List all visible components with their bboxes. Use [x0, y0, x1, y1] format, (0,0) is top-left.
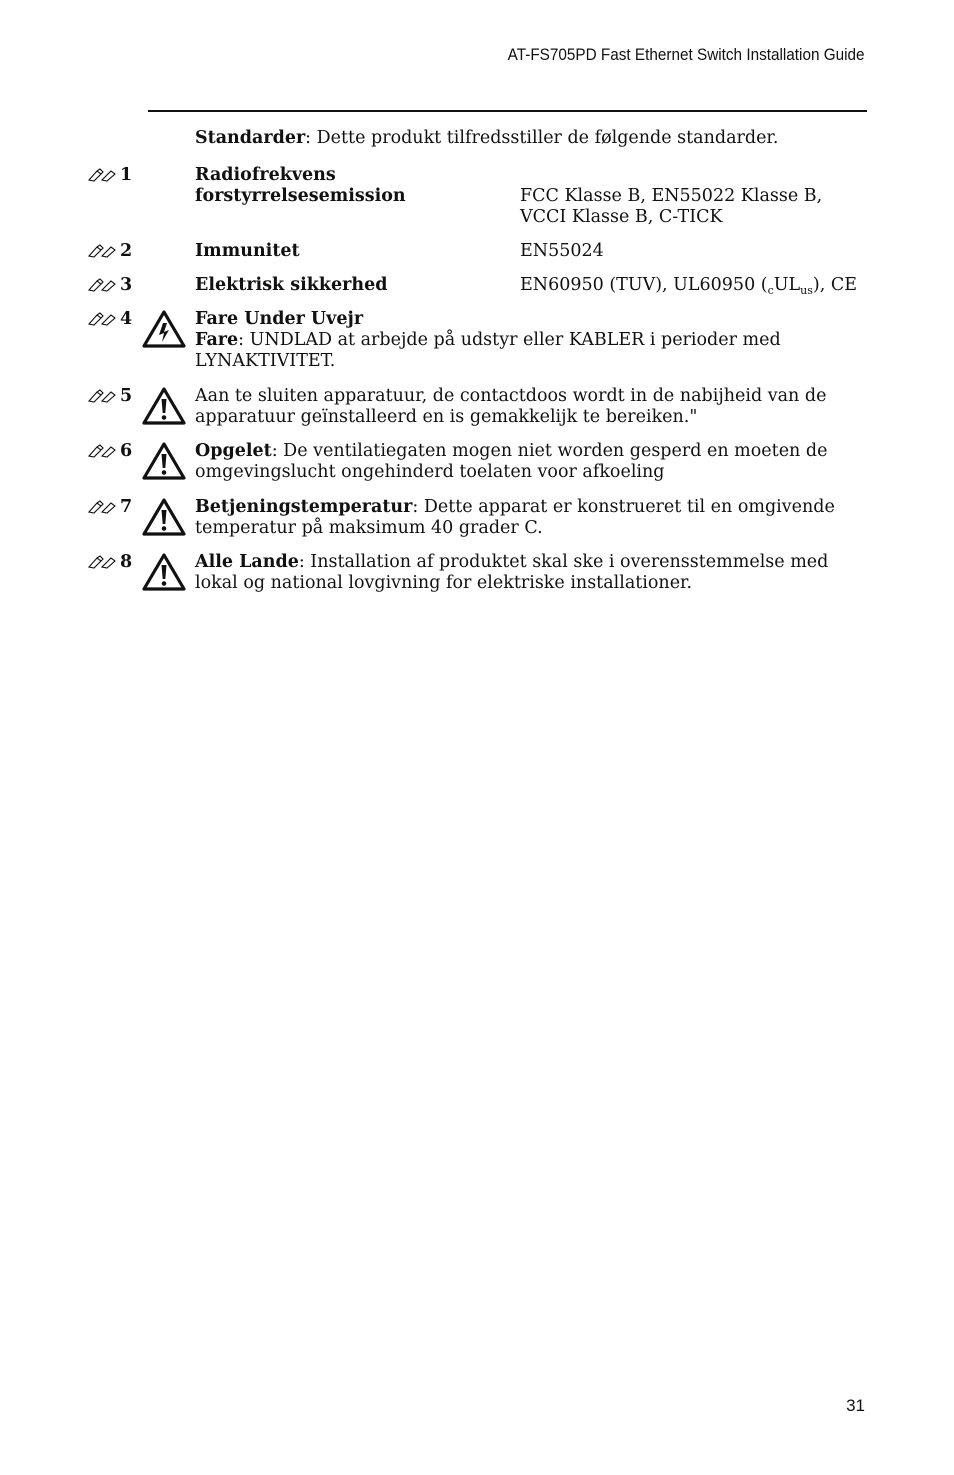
pen-pointer-icon: [87, 312, 117, 326]
item-marker-7: [87, 497, 132, 517]
item-4-text-line1: [195, 330, 781, 351]
pen-pointer-icon: [87, 444, 117, 458]
item-3-sub-c: c: [767, 284, 774, 297]
item-5-text-line1: Aan te sluiten apparatuur, de contactdoos wordt in de nabijheid van de: [195, 386, 827, 406]
item-6-text-line1: [195, 441, 827, 462]
item-7-text: : Dette apparat er konstrueret til en omgivende: [412, 497, 835, 517]
item-marker-3: [87, 275, 132, 295]
item-4-text-line2: LYNAKTIVITET.: [195, 351, 336, 371]
header-rule: [148, 110, 867, 112]
pen-pointer-icon: [87, 500, 117, 514]
item-1-value-line1: FCC Klasse B, EN55022 Klasse B,: [520, 186, 823, 206]
item-4-heading: Fare Under Uvejr: [195, 309, 364, 329]
item-number: 8: [120, 552, 133, 572]
item-3-value: [520, 275, 857, 296]
item-number: 5: [120, 386, 133, 406]
item-6-label: Opgelet: [195, 441, 272, 461]
item-4-text: : UNDLAD at arbejde på udstyr eller KABLER i perioder med: [238, 330, 781, 350]
item-marker-5: [87, 386, 132, 406]
item-number: 6: [120, 441, 133, 461]
item-marker-6: [87, 441, 132, 461]
warning-icon: [142, 387, 186, 425]
item-number: 3: [120, 275, 133, 295]
item-2-label: Immunitet: [195, 241, 300, 261]
page-header-title: AT-FS705PD Fast Ethernet Switch Installation Guide: [508, 45, 865, 64]
item-number: 1: [120, 165, 133, 185]
pen-pointer-icon: [87, 168, 117, 182]
item-7-text-line2: temperatur på maksimum 40 grader C.: [195, 518, 543, 538]
item-number: 7: [120, 497, 133, 517]
warning-icon: [142, 442, 186, 480]
item-marker-4: [87, 309, 132, 329]
item-8-label: Alle Lande: [195, 552, 299, 572]
item-5-text-line2: apparatuur geïnstalleerd en is gemakkelijk te bereiken.": [195, 407, 698, 427]
item-marker-1: [87, 165, 132, 185]
item-marker-8: [87, 552, 132, 572]
item-6-text-line2: omgevingslucht ongehinderd toelaten voor afkoeling: [195, 462, 665, 482]
item-7-text-line1: [195, 497, 835, 518]
item-3-label: Elektrisk sikkerhed: [195, 275, 388, 295]
item-number: 4: [120, 309, 133, 329]
item-3-sub-us: us: [800, 284, 813, 297]
pen-pointer-icon: [87, 555, 117, 569]
pen-pointer-icon: [87, 389, 117, 403]
warning-icon: [142, 553, 186, 591]
electrical-hazard-icon: [142, 310, 186, 348]
item-3-value-ul: UL: [773, 275, 801, 295]
standards-intro: [195, 128, 778, 149]
item-8-text-line2: lokal og national lovgivning for elektriske installationer.: [195, 573, 693, 593]
item-7-label: Betjeningstemperatur: [195, 497, 413, 517]
item-1-label-line1: Radiofrekvens: [195, 165, 336, 185]
item-2-value: EN55024: [520, 241, 604, 261]
item-6-text: : De ventilatiegaten mogen niet worden gesperd en moeten de: [271, 441, 828, 461]
item-8-text-line1: [195, 552, 828, 573]
item-4-label: Fare: [195, 330, 239, 350]
warning-icon: [142, 498, 186, 536]
item-3-value-pre: EN60950 (TUV), UL60950 (: [520, 275, 768, 295]
item-marker-2: [87, 241, 132, 261]
item-3-value-post: ), CE: [812, 275, 857, 295]
pen-pointer-icon: [87, 278, 117, 292]
item-1-label-line2: forstyrrelsesemission: [195, 186, 406, 206]
page-number: 31: [846, 1396, 865, 1415]
item-1-value-line2: VCCI Klasse B, C-TICK: [520, 207, 723, 227]
item-8-text: : Installation af produktet skal ske i overensstemmelse med: [298, 552, 829, 572]
item-number: 2: [120, 241, 133, 261]
standards-intro-text: : Dette produkt tilfredsstiller de følgende standarder.: [305, 128, 779, 148]
pen-pointer-icon: [87, 244, 117, 258]
standards-label: Standarder: [195, 128, 306, 148]
